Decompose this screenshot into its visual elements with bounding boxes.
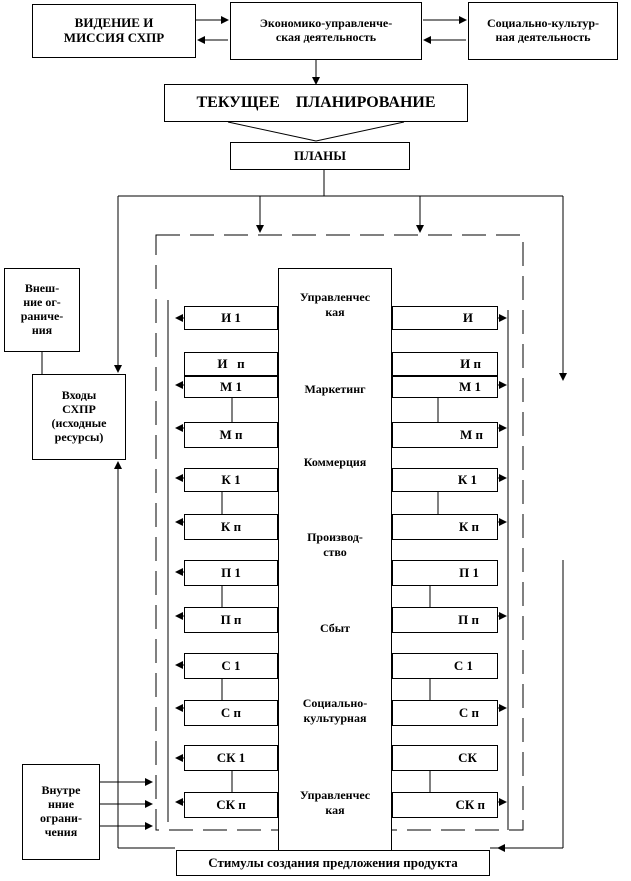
left-box-p1: П 1 — [184, 560, 278, 586]
econ-management-box: Экономико-управленче- ская деятельность — [230, 2, 422, 60]
right-box-c1: С 1 — [392, 653, 498, 679]
center-label-management-top: Управленчес кая — [299, 290, 371, 319]
left-box-i1: И 1 — [184, 306, 278, 330]
left-box-skn: СК п — [184, 792, 278, 818]
vision-mission-box: ВИДЕНИЕ И МИССИЯ СХПР — [32, 4, 196, 58]
right-box-mn: М п — [392, 422, 498, 448]
left-box-cn: С п — [184, 700, 278, 726]
right-box-k1: К 1 — [392, 468, 498, 492]
center-label-marketing: Маркетинг — [304, 382, 366, 396]
left-box-pn: П п — [184, 607, 278, 633]
social-cultural-box: Социально-культур- ная деятельность — [468, 2, 618, 60]
right-box-p1: П 1 — [392, 560, 498, 586]
center-label-sociocultural: Социально- культурная — [302, 696, 368, 725]
right-box-pn: П п — [392, 607, 498, 633]
external-constraints-box: Внеш- ние ог- раниче- ния — [4, 268, 80, 352]
center-label-sales: Сбыт — [319, 621, 351, 635]
funnel-right — [316, 122, 404, 141]
right-box-cn: С п — [392, 700, 498, 726]
left-box-k1: К 1 — [184, 468, 278, 492]
center-label-commerce: Коммерция — [303, 455, 367, 469]
left-box-m1: М 1 — [184, 376, 278, 398]
left-box-in: И п — [184, 352, 278, 376]
current-planning-box: ТЕКУЩЕЕ ПЛАНИРОВАНИЕ — [164, 84, 468, 122]
right-box-skn: СК п — [392, 792, 498, 818]
right-box-kn: К п — [392, 514, 498, 540]
center-label-management-bottom: Управленчес кая — [299, 788, 371, 817]
left-box-mn: М п — [184, 422, 278, 448]
center-label-production: Производ- ство — [307, 530, 363, 559]
right-box-sk: СК — [392, 745, 498, 771]
left-box-c1: С 1 — [184, 653, 278, 679]
internal-constraints-box: Внутре нние ограни- чения — [22, 764, 100, 860]
right-box-in: И п — [392, 352, 498, 376]
inputs-box: Входы СХПР (исходные ресурсы) — [32, 374, 126, 460]
left-box-sk1: СК 1 — [184, 745, 278, 771]
central-column — [278, 268, 392, 852]
right-box-i: И — [392, 306, 498, 330]
right-box-m1: М 1 — [392, 376, 498, 398]
left-box-kn: К п — [184, 514, 278, 540]
funnel-left — [228, 122, 316, 141]
plans-box: ПЛАНЫ — [230, 142, 410, 170]
stimuli-box: Стимулы создания предложения продукта — [176, 850, 490, 876]
